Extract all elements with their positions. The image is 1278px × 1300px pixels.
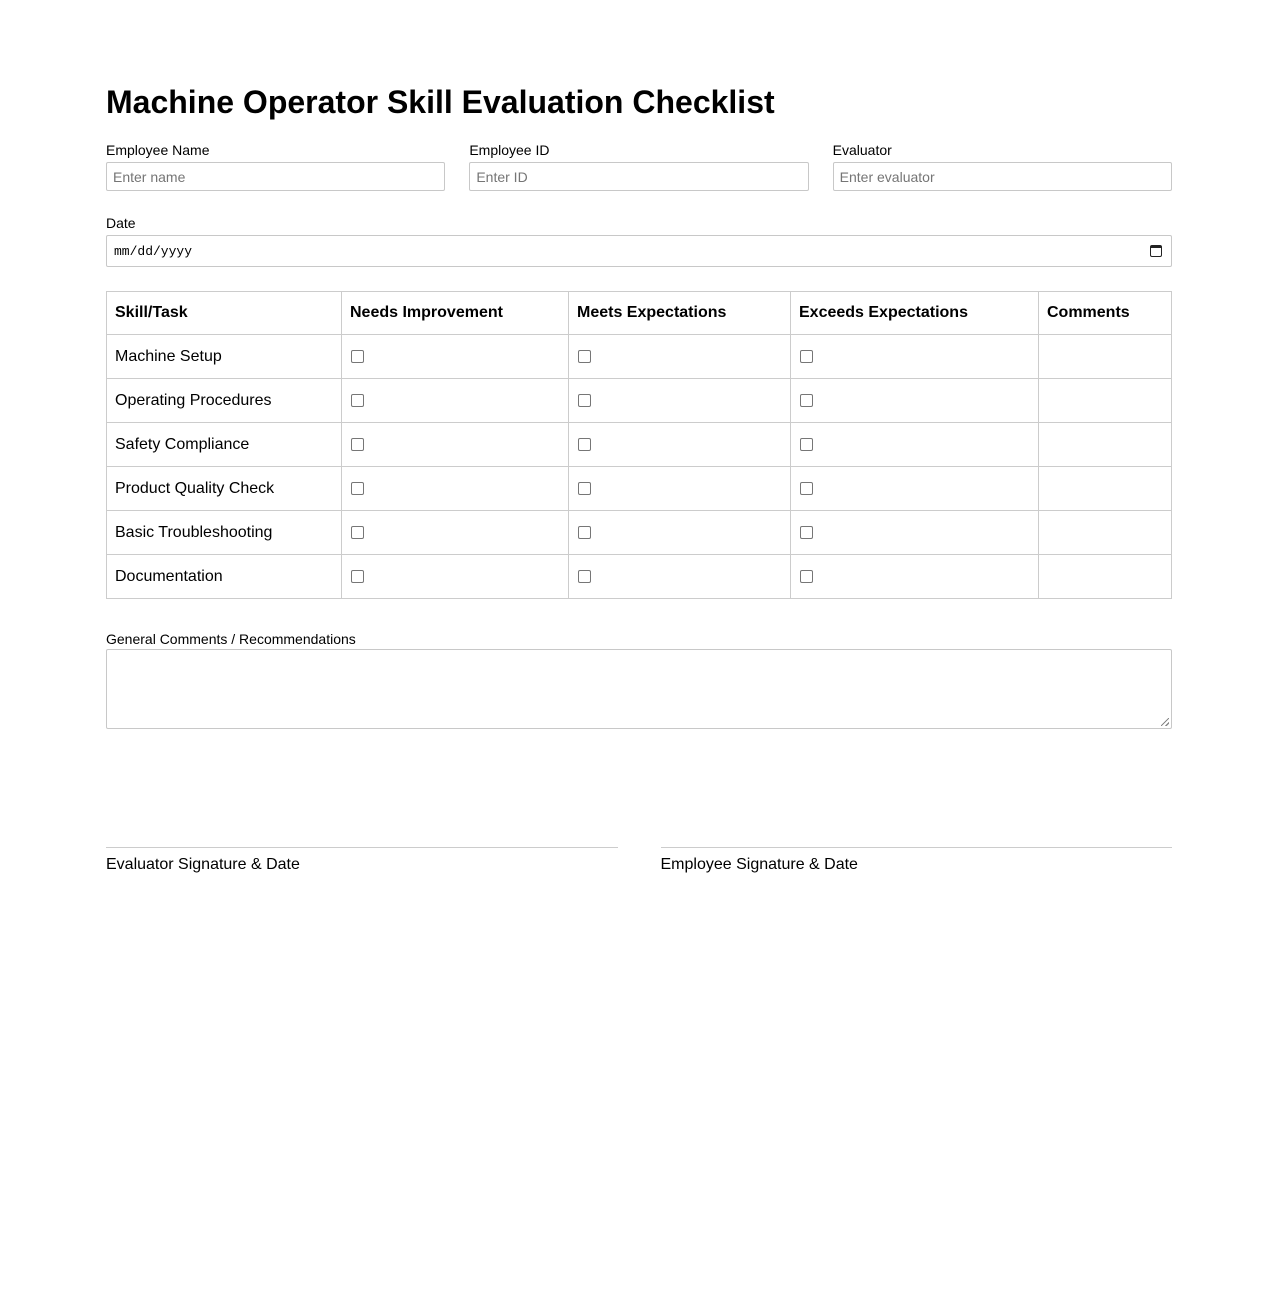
meets-expectations-cell xyxy=(569,423,791,467)
exceeds-expectations-checkbox[interactable] xyxy=(800,526,813,539)
header-exceeds-expectations: Exceeds Expectations xyxy=(791,292,1039,335)
signature-line xyxy=(661,847,1173,848)
comments-cell[interactable] xyxy=(1039,467,1172,511)
table-row xyxy=(107,379,1172,423)
exceeds-expectations-checkbox[interactable] xyxy=(800,350,813,363)
employee-name-input[interactable] xyxy=(106,162,445,191)
date-label: Date xyxy=(106,215,136,231)
meets-expectations-checkbox[interactable] xyxy=(578,526,591,539)
exceeds-expectations-checkbox[interactable] xyxy=(800,438,813,451)
exceeds-expectations-checkbox[interactable] xyxy=(800,570,813,583)
needs-improvement-cell xyxy=(342,379,569,423)
employee-id-group xyxy=(469,142,808,191)
employee-name-label: Employee Name xyxy=(106,142,210,158)
meets-expectations-cell xyxy=(569,467,791,511)
general-comments-label: General Comments / Recommendations xyxy=(106,631,356,647)
employee-info-row xyxy=(106,142,1172,191)
table-row xyxy=(107,423,1172,467)
resize-handle-icon[interactable] xyxy=(1161,718,1169,726)
comments-cell[interactable] xyxy=(1039,511,1172,555)
skill-name: Safety Compliance xyxy=(107,423,342,467)
employee-id-label: Employee ID xyxy=(469,142,550,158)
needs-improvement-checkbox[interactable] xyxy=(351,482,364,495)
comments-cell[interactable] xyxy=(1039,555,1172,599)
employee-signature-block xyxy=(661,847,1173,874)
needs-improvement-checkbox[interactable] xyxy=(351,570,364,583)
needs-improvement-cell xyxy=(342,335,569,379)
table-row xyxy=(107,511,1172,555)
evaluation-form xyxy=(106,80,1172,874)
meets-expectations-cell xyxy=(569,555,791,599)
comments-cell[interactable] xyxy=(1039,379,1172,423)
date-group xyxy=(106,215,1172,267)
table-header-row xyxy=(107,292,1172,335)
needs-improvement-cell xyxy=(342,423,569,467)
employee-name-group xyxy=(106,142,445,191)
evaluator-signature-block xyxy=(106,847,618,874)
meets-expectations-cell xyxy=(569,335,791,379)
header-skill-task: Skill/Task xyxy=(107,292,342,335)
meets-expectations-checkbox[interactable] xyxy=(578,350,591,363)
date-placeholder: mm/dd/yyyy xyxy=(114,243,193,259)
exceeds-expectations-checkbox[interactable] xyxy=(800,394,813,407)
needs-improvement-cell xyxy=(342,467,569,511)
meets-expectations-cell xyxy=(569,511,791,555)
table-row xyxy=(107,335,1172,379)
signature-line xyxy=(106,847,618,848)
exceeds-expectations-cell xyxy=(791,511,1039,555)
evaluator-signature-label: Evaluator Signature & Date xyxy=(106,856,300,873)
meets-expectations-checkbox[interactable] xyxy=(578,570,591,583)
exceeds-expectations-cell xyxy=(791,335,1039,379)
exceeds-expectations-checkbox[interactable] xyxy=(800,482,813,495)
calendar-icon[interactable] xyxy=(1150,245,1162,257)
comments-cell[interactable] xyxy=(1039,335,1172,379)
employee-id-input[interactable] xyxy=(469,162,808,191)
exceeds-expectations-cell xyxy=(791,379,1039,423)
page-title: Machine Operator Skill Evaluation Checklist xyxy=(106,84,775,120)
needs-improvement-cell xyxy=(342,555,569,599)
needs-improvement-checkbox[interactable] xyxy=(351,350,364,363)
skill-name: Documentation xyxy=(107,555,342,599)
general-comments-textarea[interactable] xyxy=(106,649,1172,729)
exceeds-expectations-cell xyxy=(791,467,1039,511)
table-row xyxy=(107,467,1172,511)
exceeds-expectations-cell xyxy=(791,555,1039,599)
skills-table xyxy=(106,291,1172,599)
evaluator-input[interactable] xyxy=(833,162,1172,191)
needs-improvement-checkbox[interactable] xyxy=(351,394,364,407)
evaluator-group xyxy=(833,142,1172,191)
date-input[interactable] xyxy=(106,235,1172,267)
evaluator-label: Evaluator xyxy=(832,142,892,158)
needs-improvement-checkbox[interactable] xyxy=(351,526,364,539)
exceeds-expectations-cell xyxy=(791,423,1039,467)
employee-signature-label: Employee Signature & Date xyxy=(660,856,858,873)
meets-expectations-checkbox[interactable] xyxy=(578,482,591,495)
needs-improvement-cell xyxy=(342,511,569,555)
header-needs-improvement: Needs Improvement xyxy=(342,292,569,335)
table-row xyxy=(107,555,1172,599)
skill-name: Machine Setup xyxy=(107,335,342,379)
signature-section xyxy=(106,847,1172,874)
skill-name: Operating Procedures xyxy=(107,379,342,423)
header-meets-expectations: Meets Expectations xyxy=(569,292,791,335)
meets-expectations-checkbox[interactable] xyxy=(578,438,591,451)
skill-name: Product Quality Check xyxy=(107,467,342,511)
comments-cell[interactable] xyxy=(1039,423,1172,467)
needs-improvement-checkbox[interactable] xyxy=(351,438,364,451)
skill-name: Basic Troubleshooting xyxy=(107,511,342,555)
header-comments: Comments xyxy=(1039,292,1172,335)
meets-expectations-checkbox[interactable] xyxy=(578,394,591,407)
meets-expectations-cell xyxy=(569,379,791,423)
